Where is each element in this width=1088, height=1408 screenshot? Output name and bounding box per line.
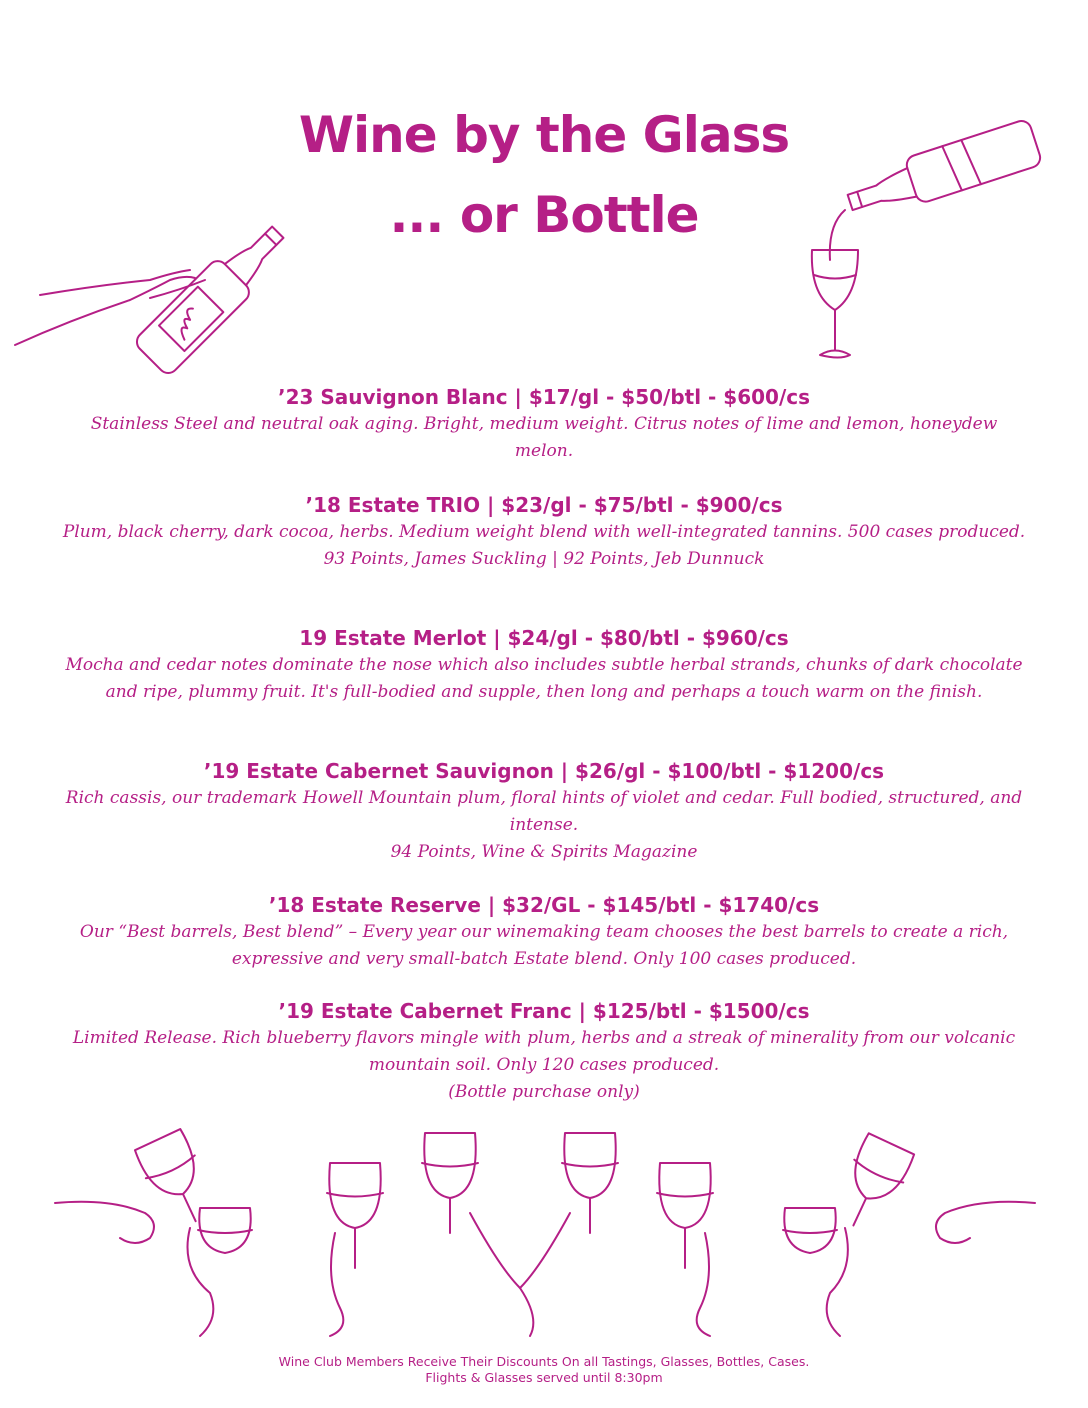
wine-entry-estate-cabernet-franc — [60, 998, 1028, 1106]
wine-heading: 19 Estate Merlot | $24/gl - $80/btl - $960/cs — [299, 626, 789, 650]
hand-holding-bottle-icon — [10, 200, 310, 390]
wine-description: Mocha and cedar notes dominate the nose which also includes subtle herbal strands, chunks of dark chocolate and ripe, plummy fruit. It's full-bodied and supple, then long and perhaps a touch warm on the finish. — [65, 655, 1023, 702]
wine-description: Plum, black cherry, dark cocoa, herbs. Medium weight blend with well-integrated tannins. 500 cases produced. — [62, 522, 1026, 542]
wine-entry-estate-trio — [60, 492, 1028, 573]
wine-heading: ’19 Estate Cabernet Sauvignon | $26/gl - $100/btl - $1200/cs — [203, 759, 885, 783]
page-title-line-1: Wine by the Glass — [298, 106, 790, 164]
wine-description: Our “Best barrels, Best blend” – Every year our winemaking team chooses the best barrels to create a rich, expressive and very small-batch Estate blend. Only 100 cases produced. — [79, 922, 1009, 969]
wine-heading: ’18 Estate Reserve | $32/GL - $145/btl - $1740/cs — [268, 893, 820, 917]
toasting-hands-with-glasses-icon — [50, 1118, 1040, 1338]
wine-heading: ’23 Sauvignon Blanc | $17/gl - $50/btl - $600/cs — [277, 385, 811, 409]
wine-note: (Bottle purchase only) — [448, 1082, 640, 1102]
wine-entry-estate-cabernet-sauvignon — [60, 758, 1028, 866]
footer — [0, 1354, 1088, 1386]
wine-ratings: 94 Points, Wine & Spirits Magazine — [390, 842, 698, 862]
wine-entry-estate-merlot — [60, 625, 1028, 706]
wine-heading: ’18 Estate TRIO | $23/gl - $75/btl - $900/cs — [305, 493, 783, 517]
wine-description: Rich cassis, our trademark Howell Mountain plum, floral hints of violet and cedar. Full bodied, structured, and intense. — [65, 788, 1023, 835]
wine-entry-estate-reserve — [60, 892, 1028, 973]
wine-description: Stainless Steel and neutral oak aging. Bright, medium weight. Citrus notes of lime and lemon, honeydew melon. — [90, 414, 998, 461]
bottle-pouring-into-glass-icon — [800, 110, 1050, 375]
wine-heading: ’19 Estate Cabernet Franc | $125/btl - $1500/cs — [278, 999, 810, 1023]
wine-entry-sauvignon-blanc — [60, 384, 1028, 465]
footer-discount-note: Wine Club Members Receive Their Discounts On all Tastings, Glasses, Bottles, Cases. — [278, 1354, 810, 1369]
wine-description: Limited Release. Rich blueberry flavors mingle with plum, herbs and a streak of minerality from our volcanic mountain soil. Only 120 cases produced. — [72, 1028, 1016, 1075]
footer-service-hours: Flights & Glasses served until 8:30pm — [425, 1370, 663, 1385]
wine-ratings: 93 Points, James Suckling | 92 Points, Jeb Dunnuck — [323, 549, 765, 569]
page-title-line-2: ... or Bottle — [389, 186, 699, 244]
